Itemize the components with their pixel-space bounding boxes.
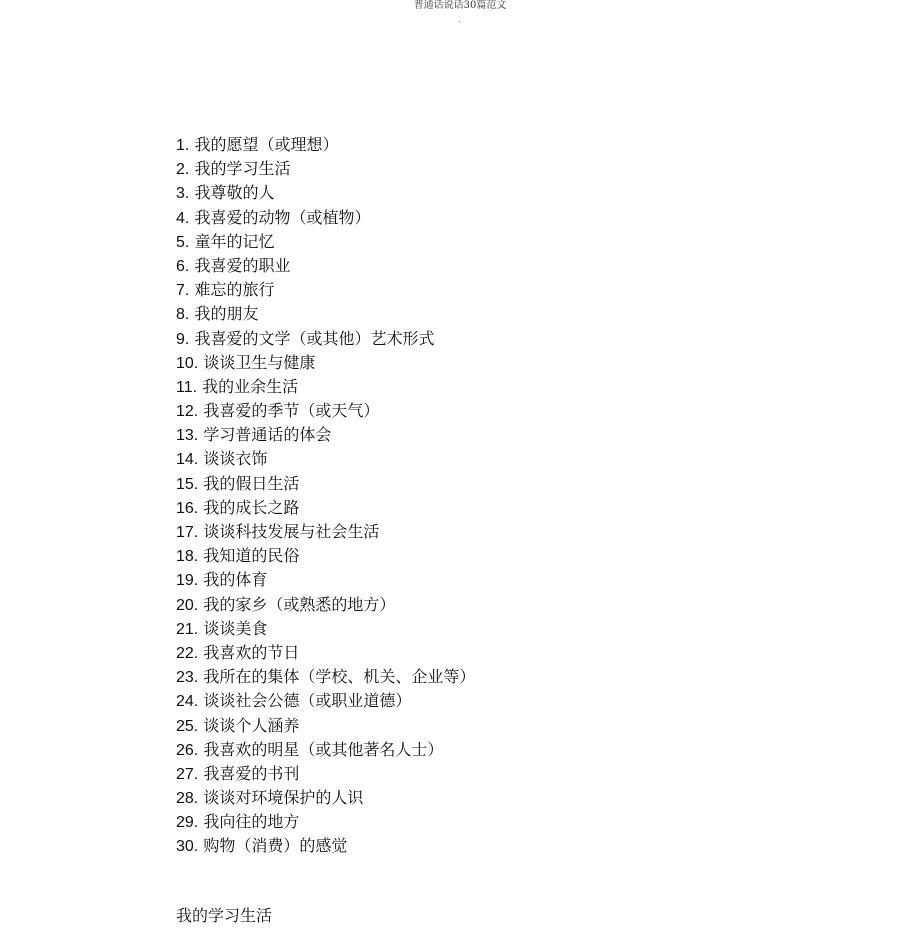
list-item xyxy=(176,738,475,762)
topic-text: 我的家乡（或熟悉的地方） xyxy=(203,594,396,614)
topic-number: 10. xyxy=(176,354,199,372)
list-item xyxy=(176,472,475,496)
topic-text: 我喜爱的书刊 xyxy=(203,763,300,783)
list-item xyxy=(176,617,475,641)
list-item xyxy=(176,520,475,544)
topic-text: 谈谈科技发展与社会生活 xyxy=(203,522,380,541)
list-item xyxy=(176,423,475,447)
topic-text: 我喜欢的节日 xyxy=(203,642,300,662)
topic-number: 13. xyxy=(176,427,199,445)
list-item xyxy=(176,157,475,181)
topic-number: 6. xyxy=(176,257,190,275)
list-item xyxy=(176,206,475,230)
topic-text: 学习普通话的体会 xyxy=(203,425,332,445)
list-item xyxy=(176,810,475,834)
page-header-title: 普通话说话30篇范文 xyxy=(413,0,507,11)
list-item xyxy=(176,714,475,738)
topic-text: 我的学习生活 xyxy=(194,159,291,179)
topic-list xyxy=(176,133,475,859)
list-item xyxy=(176,133,475,157)
list-item xyxy=(176,447,475,471)
topic-text: 谈谈社会公德（或职业道德） xyxy=(203,691,412,711)
topic-number: 22. xyxy=(176,644,199,662)
topic-text: 我喜欢的明星（或其他著名人士） xyxy=(203,739,444,759)
topic-text: 难忘的旅行 xyxy=(194,280,275,300)
topic-text: 我知道的民俗 xyxy=(203,546,300,566)
list-item xyxy=(176,689,475,713)
topic-text: 童年的记忆 xyxy=(194,231,275,251)
topic-number: 29. xyxy=(176,814,199,832)
topic-text: 我的假日生活 xyxy=(203,473,300,493)
topic-text: 我喜爱的动物（或植物） xyxy=(194,207,371,227)
topic-text: 谈谈对环境保护的人识 xyxy=(203,788,364,808)
topic-text: 我喜爱的文学（或其他）艺术形式 xyxy=(194,328,435,348)
topic-number: 7. xyxy=(176,282,190,300)
topic-text: 我的朋友 xyxy=(194,304,259,324)
topic-number: 16. xyxy=(176,499,199,517)
topic-number: 17. xyxy=(176,524,199,541)
topic-number: 19. xyxy=(176,572,199,590)
topic-number: 8. xyxy=(176,306,190,324)
list-item xyxy=(176,593,475,617)
list-item xyxy=(176,302,475,326)
list-item xyxy=(176,641,475,665)
topic-number: 23. xyxy=(176,669,199,687)
list-item xyxy=(176,399,475,423)
list-item xyxy=(176,568,475,592)
topic-text: 我喜爱的职业 xyxy=(194,255,291,275)
topic-number: 5. xyxy=(176,233,190,251)
topic-text: 我的愿望（或理想） xyxy=(194,135,339,154)
topic-text: 我的成长之路 xyxy=(203,497,300,517)
list-item xyxy=(176,762,475,786)
list-item xyxy=(176,496,475,520)
list-item xyxy=(176,230,475,254)
topic-text: 我尊敬的人 xyxy=(194,183,275,203)
topic-number: 26. xyxy=(176,741,199,759)
list-item xyxy=(176,544,475,568)
topic-number: 11. xyxy=(176,378,198,396)
list-item xyxy=(176,327,475,351)
topic-text: 谈谈衣饰 xyxy=(203,449,268,469)
topic-number: 15. xyxy=(176,475,199,493)
topic-text: 谈谈美食 xyxy=(203,618,268,638)
topic-number: 27. xyxy=(176,765,199,783)
topic-number: 12. xyxy=(176,403,199,421)
topic-number: 25. xyxy=(176,717,199,735)
topic-number: 28. xyxy=(176,790,199,808)
list-item xyxy=(176,375,475,399)
list-item xyxy=(176,786,475,810)
topic-text: 谈谈卫生与健康 xyxy=(203,352,316,372)
topic-number: 14. xyxy=(176,451,199,469)
topic-text: 购物（消费）的感觉 xyxy=(203,836,348,856)
list-item xyxy=(176,254,475,278)
list-item xyxy=(176,665,475,689)
topic-number: 9. xyxy=(176,330,190,348)
topic-number: 24. xyxy=(176,693,199,711)
list-item xyxy=(176,181,475,205)
topic-number: 30. xyxy=(176,838,199,856)
list-item xyxy=(176,351,475,375)
list-item xyxy=(176,834,475,858)
list-item xyxy=(176,278,475,302)
topic-text: 我喜爱的季节（或天气） xyxy=(203,401,380,421)
topic-number: 4. xyxy=(176,209,190,227)
topic-number: 3. xyxy=(176,185,190,203)
topic-text: 谈谈个人涵养 xyxy=(203,715,300,735)
topic-text: 我向往的地方 xyxy=(203,812,300,832)
section-title: 我的学习生活 xyxy=(176,906,273,925)
topic-number: 1. xyxy=(176,137,190,154)
topic-text: 我的业余生活 xyxy=(202,376,299,396)
topic-number: 21. xyxy=(176,620,199,638)
topic-number: 2. xyxy=(176,161,190,179)
topic-text: 我所在的集体（学校、机关、企业等） xyxy=(203,667,476,687)
topic-text: 我的体育 xyxy=(203,570,268,590)
header-dot: . xyxy=(458,15,461,24)
topic-number: 20. xyxy=(176,596,199,614)
topic-number: 18. xyxy=(176,548,199,566)
